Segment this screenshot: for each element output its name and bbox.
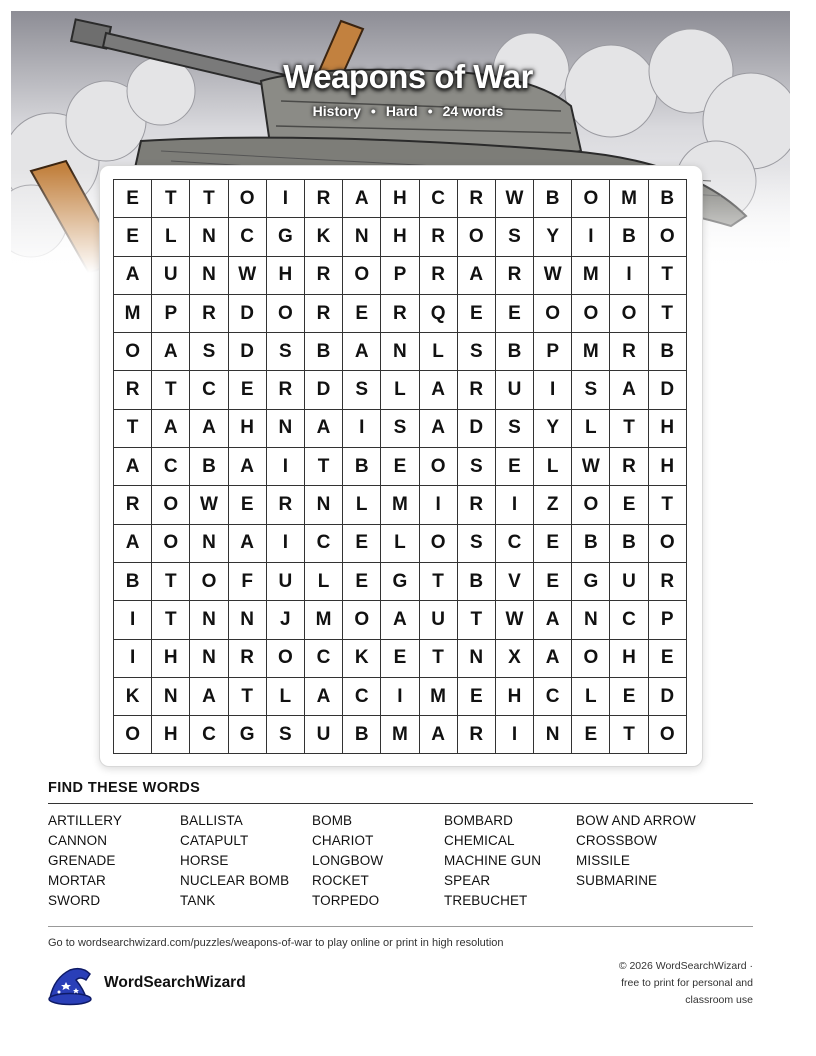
grid-cell: O (572, 180, 610, 218)
grid-cell: T (190, 180, 228, 218)
grid-cell: A (190, 409, 228, 447)
word-item: HORSE (180, 853, 229, 868)
grid-cell: T (152, 562, 190, 600)
word-item: TANK (180, 893, 216, 908)
grid-cell: U (419, 601, 457, 639)
grid-cell: B (495, 333, 533, 371)
grid-cell: E (343, 294, 381, 332)
grid-cell: W (534, 256, 572, 294)
grid-cell: V (495, 562, 533, 600)
grid-cell: B (343, 448, 381, 486)
grid-cell: M (572, 333, 610, 371)
grid-row (114, 601, 687, 639)
grid-cell: E (495, 294, 533, 332)
copyright-line: free to print for personal and (621, 977, 753, 989)
grid-cell: R (228, 639, 266, 677)
grid-cell: O (572, 639, 610, 677)
grid-cell: R (457, 716, 495, 754)
grid-cell: R (304, 256, 342, 294)
grid-cell: L (572, 677, 610, 715)
grid-cell: U (610, 562, 648, 600)
grid-cell: A (114, 256, 152, 294)
grid-cell: N (190, 639, 228, 677)
grid-cell: T (419, 562, 457, 600)
grid-cell: O (114, 716, 152, 754)
grid-cell: D (457, 409, 495, 447)
puzzle-title: Weapons of War (283, 58, 533, 95)
grid-row (114, 486, 687, 524)
grid-cell: A (228, 448, 266, 486)
grid-cell: T (152, 601, 190, 639)
grid-cell: B (610, 524, 648, 562)
grid-cell: P (152, 294, 190, 332)
grid-cell: R (304, 180, 342, 218)
grid-cell: Q (419, 294, 457, 332)
letter-grid (113, 179, 687, 754)
grid-cell: E (610, 486, 648, 524)
grid-cell: B (343, 716, 381, 754)
word-item: SUBMARINE (576, 873, 658, 888)
grid-cell: E (495, 448, 533, 486)
grid-cell: R (419, 218, 457, 256)
grid-cell: D (648, 371, 686, 409)
word-item: MORTAR (48, 873, 106, 888)
grid-cell: E (228, 486, 266, 524)
grid-cell: E (610, 677, 648, 715)
grid-cell: N (266, 409, 304, 447)
grid-cell: I (495, 486, 533, 524)
grid-cell: E (381, 639, 419, 677)
grid-cell: E (457, 677, 495, 715)
grid-row (114, 256, 687, 294)
wizard-hat-icon (46, 964, 94, 1011)
grid-cell: D (648, 677, 686, 715)
grid-cell: H (381, 218, 419, 256)
grid-row (114, 716, 687, 754)
grid-cell: T (114, 409, 152, 447)
grid-cell: A (457, 256, 495, 294)
grid-cell: K (114, 677, 152, 715)
grid-cell: H (381, 180, 419, 218)
grid-cell: R (648, 562, 686, 600)
grid-cell: T (648, 294, 686, 332)
grid-cell: C (190, 716, 228, 754)
grid-cell: I (534, 371, 572, 409)
word-item: CANNON (48, 833, 108, 848)
difficulty-label: Hard (385, 103, 418, 119)
grid-cell: U (266, 562, 304, 600)
grid-cell: K (304, 218, 342, 256)
grid-cell: I (495, 716, 533, 754)
grid-cell: P (381, 256, 419, 294)
grid-cell: E (114, 218, 152, 256)
grid-cell: B (648, 333, 686, 371)
divider (48, 926, 753, 927)
word-item: CHEMICAL (444, 833, 515, 848)
grid-cell: R (266, 486, 304, 524)
grid-cell: O (266, 294, 304, 332)
grid-cell: E (457, 294, 495, 332)
grid-cell: D (228, 294, 266, 332)
grid-cell: S (343, 371, 381, 409)
word-item: CATAPULT (180, 833, 249, 848)
grid-cell: B (648, 180, 686, 218)
grid-cell: L (381, 371, 419, 409)
grid-cell: R (457, 371, 495, 409)
grid-cell: E (114, 180, 152, 218)
grid-cell: C (343, 677, 381, 715)
grid-cell: A (152, 333, 190, 371)
grid-cell: E (343, 562, 381, 600)
grid-cell: C (534, 677, 572, 715)
grid-cell: O (572, 294, 610, 332)
grid-cell: M (610, 180, 648, 218)
grid-cell: I (343, 409, 381, 447)
grid-cell: L (572, 409, 610, 447)
grid-cell: L (381, 524, 419, 562)
grid-cell: R (114, 486, 152, 524)
grid-cell: S (190, 333, 228, 371)
word-item: GRENADE (48, 853, 116, 868)
grid-cell: R (495, 256, 533, 294)
grid-cell: H (152, 716, 190, 754)
grid-cell: B (572, 524, 610, 562)
word-item: TORPEDO (312, 893, 380, 908)
grid-cell: D (304, 371, 342, 409)
grid-cell: C (152, 448, 190, 486)
grid-cell: M (381, 716, 419, 754)
word-item: BALLISTA (180, 813, 243, 828)
grid-cell: O (266, 639, 304, 677)
grid-cell: T (228, 677, 266, 715)
grid-row (114, 409, 687, 447)
word-item: CHARIOT (312, 833, 374, 848)
grid-cell: D (228, 333, 266, 371)
grid-cell: E (228, 371, 266, 409)
grid-cell: S (572, 371, 610, 409)
grid-cell: M (419, 677, 457, 715)
grid-cell: I (572, 218, 610, 256)
word-item: TREBUCHET (444, 893, 528, 908)
grid-cell: E (572, 716, 610, 754)
grid-cell: L (343, 486, 381, 524)
grid-cell: I (381, 677, 419, 715)
word-item: CROSSBOW (576, 833, 658, 848)
divider (48, 803, 753, 804)
grid-cell: A (419, 371, 457, 409)
grid-cell: N (381, 333, 419, 371)
grid-cell: A (114, 448, 152, 486)
grid-cell: A (534, 639, 572, 677)
word-list-heading: FIND THESE WORDS (48, 780, 201, 796)
grid-cell: P (534, 333, 572, 371)
word-item: LONGBOW (312, 853, 384, 868)
word-item: SPEAR (444, 873, 491, 888)
copyright-notice (553, 958, 753, 1009)
grid-cell: M (304, 601, 342, 639)
grid-row (114, 448, 687, 486)
grid-cell: B (190, 448, 228, 486)
grid-cell: Y (534, 409, 572, 447)
grid-cell: T (304, 448, 342, 486)
grid-cell: I (114, 639, 152, 677)
grid-cell: H (228, 409, 266, 447)
grid-row (114, 562, 687, 600)
word-item: NUCLEAR BOMB (180, 873, 290, 888)
grid-cell: B (114, 562, 152, 600)
grid-cell: N (343, 218, 381, 256)
grid-cell: X (495, 639, 533, 677)
grid-cell: T (419, 639, 457, 677)
grid-cell: H (152, 639, 190, 677)
puzzle-meta (0, 103, 816, 119)
grid-cell: I (419, 486, 457, 524)
grid-cell: C (304, 524, 342, 562)
grid-cell: A (419, 716, 457, 754)
grid-cell: S (457, 524, 495, 562)
grid-cell: N (152, 677, 190, 715)
grid-cell: S (266, 333, 304, 371)
grid-cell: J (266, 601, 304, 639)
grid-cell: C (228, 218, 266, 256)
word-item: MACHINE GUN (444, 853, 542, 868)
grid-cell: Z (534, 486, 572, 524)
grid-cell: A (114, 524, 152, 562)
grid-cell: B (610, 218, 648, 256)
grid-cell: U (304, 716, 342, 754)
word-item: BOW AND ARROW (576, 813, 696, 828)
word-item: BOMB (312, 813, 353, 828)
grid-cell: A (343, 180, 381, 218)
grid-cell: H (266, 256, 304, 294)
brand-name: WordSearchWizard (104, 974, 246, 991)
grid-row (114, 371, 687, 409)
word-item: ARTILLERY (48, 813, 122, 828)
grid-cell: H (648, 448, 686, 486)
grid-cell: O (648, 218, 686, 256)
grid-cell: R (610, 333, 648, 371)
grid-cell: G (381, 562, 419, 600)
grid-row (114, 180, 687, 218)
grid-cell: L (419, 333, 457, 371)
grid-cell: O (152, 486, 190, 524)
grid-cell: S (381, 409, 419, 447)
word-item: SWORD (48, 893, 101, 908)
subject-label: History (312, 103, 361, 119)
grid-cell: R (457, 180, 495, 218)
grid-cell: L (304, 562, 342, 600)
grid-row (114, 524, 687, 562)
grid-cell: C (610, 601, 648, 639)
grid-cell: O (648, 524, 686, 562)
grid-cell: G (266, 218, 304, 256)
grid-cell: R (381, 294, 419, 332)
grid-cell: N (190, 256, 228, 294)
grid-cell: A (152, 409, 190, 447)
grid-cell: O (228, 180, 266, 218)
grid-cell: L (266, 677, 304, 715)
grid-cell: S (457, 448, 495, 486)
grid-row (114, 294, 687, 332)
grid-cell: N (534, 716, 572, 754)
grid-cell: H (610, 639, 648, 677)
grid-cell: N (572, 601, 610, 639)
grid-cell: A (610, 371, 648, 409)
grid-cell: H (495, 677, 533, 715)
grid-cell: C (419, 180, 457, 218)
grid-cell: E (381, 448, 419, 486)
word-item: ROCKET (312, 873, 369, 888)
grid-cell: I (114, 601, 152, 639)
grid-cell: L (152, 218, 190, 256)
grid-cell: T (457, 601, 495, 639)
grid-cell: K (343, 639, 381, 677)
separator-dot: • (427, 103, 433, 119)
grid-row (114, 677, 687, 715)
grid-cell: O (572, 486, 610, 524)
grid-row (114, 218, 687, 256)
grid-cell: S (457, 333, 495, 371)
grid-cell: A (304, 677, 342, 715)
grid-cell: O (534, 294, 572, 332)
grid-cell: W (572, 448, 610, 486)
grid-cell: N (190, 218, 228, 256)
grid-cell: S (495, 218, 533, 256)
grid-cell: O (610, 294, 648, 332)
grid-cell: R (610, 448, 648, 486)
grid-row (114, 333, 687, 371)
separator-dot: • (370, 103, 376, 119)
grid-cell: A (381, 601, 419, 639)
copyright-line: classroom use (685, 994, 753, 1006)
grid-cell: I (266, 180, 304, 218)
grid-cell: M (381, 486, 419, 524)
grid-cell: T (152, 180, 190, 218)
grid-cell: C (495, 524, 533, 562)
grid-cell: T (152, 371, 190, 409)
grid-cell: W (495, 180, 533, 218)
word-count-label: 24 words (442, 103, 504, 119)
grid-cell: O (419, 524, 457, 562)
grid-cell: I (266, 524, 304, 562)
grid-cell: C (190, 371, 228, 409)
grid-cell: E (534, 524, 572, 562)
grid-cell: I (266, 448, 304, 486)
grid-cell: C (304, 639, 342, 677)
grid-cell: O (343, 601, 381, 639)
grid-cell: N (190, 601, 228, 639)
grid-cell: I (610, 256, 648, 294)
grid-cell: W (228, 256, 266, 294)
grid-cell: M (114, 294, 152, 332)
grid-cell: L (534, 448, 572, 486)
grid-cell: T (648, 486, 686, 524)
grid-cell: A (190, 677, 228, 715)
grid-cell: N (190, 524, 228, 562)
grid-cell: A (228, 524, 266, 562)
grid-cell: O (114, 333, 152, 371)
grid-cell: E (648, 639, 686, 677)
grid-cell: W (495, 601, 533, 639)
footer-link-text: Go to wordsearchwizard.com/puzzles/weapons-of-war to play online or print in high resolution (48, 937, 504, 949)
grid-cell: R (457, 486, 495, 524)
grid-cell: W (190, 486, 228, 524)
grid-cell: R (266, 371, 304, 409)
copyright-line: © 2026 WordSearchWizard · (618, 960, 753, 972)
grid-cell: O (343, 256, 381, 294)
word-list (48, 813, 753, 913)
grid-cell: A (419, 409, 457, 447)
grid-cell: N (304, 486, 342, 524)
grid-cell: B (534, 180, 572, 218)
grid-cell: G (228, 716, 266, 754)
grid-cell: H (648, 409, 686, 447)
grid-cell: O (190, 562, 228, 600)
grid-cell: B (304, 333, 342, 371)
grid-cell: R (114, 371, 152, 409)
grid-cell: M (572, 256, 610, 294)
grid-cell: B (457, 562, 495, 600)
grid-cell: A (304, 409, 342, 447)
grid-cell: O (457, 218, 495, 256)
grid-row (114, 639, 687, 677)
grid-cell: A (343, 333, 381, 371)
grid-cell: E (534, 562, 572, 600)
grid-cell: O (648, 716, 686, 754)
grid-cell: G (572, 562, 610, 600)
grid-cell: F (228, 562, 266, 600)
grid-cell: A (534, 601, 572, 639)
grid-cell: R (304, 294, 342, 332)
grid-cell: R (190, 294, 228, 332)
grid-cell: T (610, 409, 648, 447)
grid-cell: T (610, 716, 648, 754)
grid-cell: N (457, 639, 495, 677)
grid-cell: T (648, 256, 686, 294)
word-item: BOMBARD (444, 813, 513, 828)
grid-cell: P (648, 601, 686, 639)
grid-cell: U (152, 256, 190, 294)
grid-cell: O (152, 524, 190, 562)
grid-cell: R (419, 256, 457, 294)
grid-cell: Y (534, 218, 572, 256)
grid-cell: U (495, 371, 533, 409)
word-item: MISSILE (576, 853, 630, 868)
grid-cell: E (343, 524, 381, 562)
grid-cell: O (419, 448, 457, 486)
grid-cell: S (495, 409, 533, 447)
grid-cell: S (266, 716, 304, 754)
grid-cell: N (228, 601, 266, 639)
